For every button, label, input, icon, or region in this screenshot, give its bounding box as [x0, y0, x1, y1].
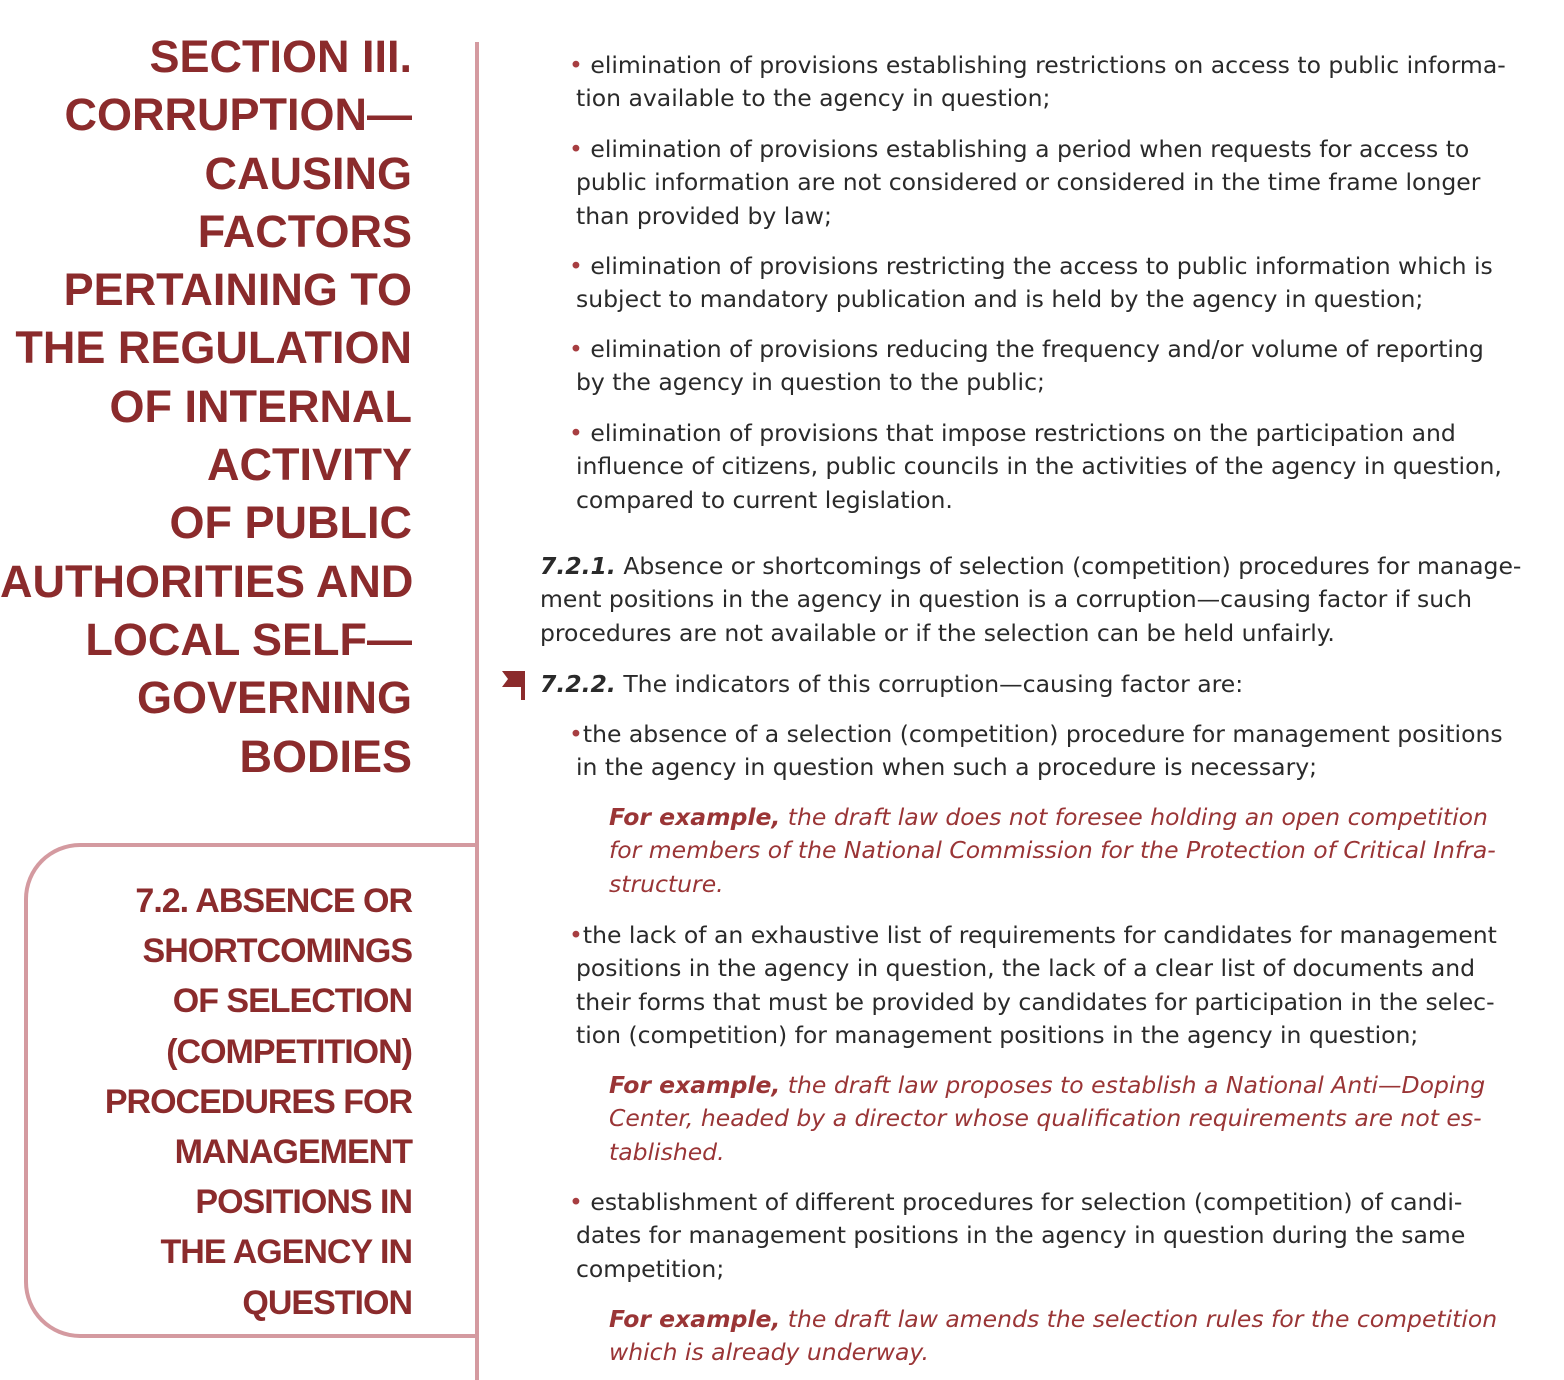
subsection-title-line: THE AGENCY IN: [160, 1233, 412, 1272]
paragraph-number: 7.2.2.: [540, 670, 616, 698]
section-title-line: GOVERNING: [136, 672, 412, 724]
bullet: •: [569, 252, 583, 280]
section-title-line: OF INTERNAL: [109, 380, 412, 432]
flag-icon: [500, 669, 528, 701]
bullet: •: [569, 720, 583, 748]
example-block: For example, the draft law amends the selection rules for the competition which is already underway.: [609, 1305, 1498, 1367]
list-item: •the absence of a selection (competition) procedure for management positions in the agency in question when such a procedure is necessary;: [569, 720, 1503, 782]
list-item: • elimination of provisions reducing the frequency and/or volume of reporting by the agency in question to the public;: [569, 335, 1484, 397]
section-title-line: CORRUPTION—: [64, 89, 412, 141]
bullet: •: [569, 1188, 583, 1216]
subsection-title-line: PROCEDURES FOR: [104, 1082, 412, 1121]
list-item: • elimination of provisions that impose restrictions on the participation and influence of citizens, public councils in the activities of the agency in question, compared to current legislation.: [569, 419, 1502, 514]
list-item: • elimination of provisions establishing a period when requests for access to public information are not considered or considered in the time frame longer than provided by law;: [569, 135, 1481, 230]
section-title-line: LOCAL SELF—: [85, 613, 412, 665]
paragraph-number: 7.2.1.: [540, 552, 616, 580]
bullet: •: [569, 921, 583, 949]
subsection-title-line: 7.2. ABSENCE OR: [135, 882, 412, 920]
subsection-title-line: QUESTION: [242, 1283, 412, 1322]
subsection-title-line: (COMPETITION): [166, 1032, 412, 1071]
bullet: •: [569, 135, 583, 163]
paragraph-7-2-1: 7.2.1. Absence or shortcomings of selection (competition) procedures for manage- ment positions in the agency in question is a corruption—causing factor if such procedures are not available or if the selection can be held unfairly.: [540, 552, 1522, 647]
subsection-title-line: MANAGEMENT: [174, 1133, 412, 1172]
bullet: •: [569, 335, 583, 363]
subsection-title: [0, 876, 412, 1328]
example-label: For example,: [609, 1305, 781, 1333]
section-title-line: PERTAINING TO: [63, 264, 412, 316]
list-item: •the lack of an exhaustive list of requirements for candidates for management positions in the agency in question, the lack of a clear list of documents and their forms that must be provided by candidates for participation in the selec- tion (competition) for management positions in the agency in question;: [569, 921, 1497, 1049]
example-block: For example, the draft law proposes to establish a National Anti—Doping Center, headed by a director whose qualification requirements are not es- tablished.: [609, 1071, 1486, 1166]
example-label: For example,: [609, 803, 781, 831]
list-item: • elimination of provisions establishing restrictions on access to public informa- tion available to the agency in question;: [569, 51, 1506, 113]
section-title-line: BODIES: [239, 730, 412, 782]
section-title-line: ACTIVITY: [206, 439, 412, 491]
bullet: •: [569, 419, 583, 447]
subsection-title-line: OF SELECTION: [172, 982, 412, 1021]
example-label: For example,: [609, 1071, 781, 1099]
example-block: For example, the draft law does not foresee holding an open competition for members of the National Commission for the Protection of Critical Infra- structure.: [609, 803, 1496, 898]
section-title-line: THE REGULATION: [15, 322, 412, 374]
bullet: •: [569, 51, 583, 79]
section-title-line: AUTHORITIES AND: [0, 555, 414, 607]
section-title-line: FACTORS: [197, 205, 412, 257]
list-item: • establishment of different procedures for selection (competition) of candi- dates for management positions in the agency in question during the same competition;: [569, 1188, 1466, 1283]
section-title: [0, 28, 412, 786]
section-title-line: CAUSING: [204, 147, 412, 199]
subsection-title-line: POSITIONS IN: [195, 1183, 412, 1222]
section-title-line: SECTION III.: [149, 31, 412, 82]
section-title-line: OF PUBLIC: [169, 497, 412, 549]
subsection-title-line: SHORTCOMINGS: [142, 932, 412, 971]
paragraph-7-2-2: 7.2.2. The indicators of this corruption—causing factor are:: [540, 670, 1244, 698]
list-item: • elimination of provisions restricting the access to public information which is subject to mandatory publication and is held by the agency in question;: [569, 252, 1493, 314]
